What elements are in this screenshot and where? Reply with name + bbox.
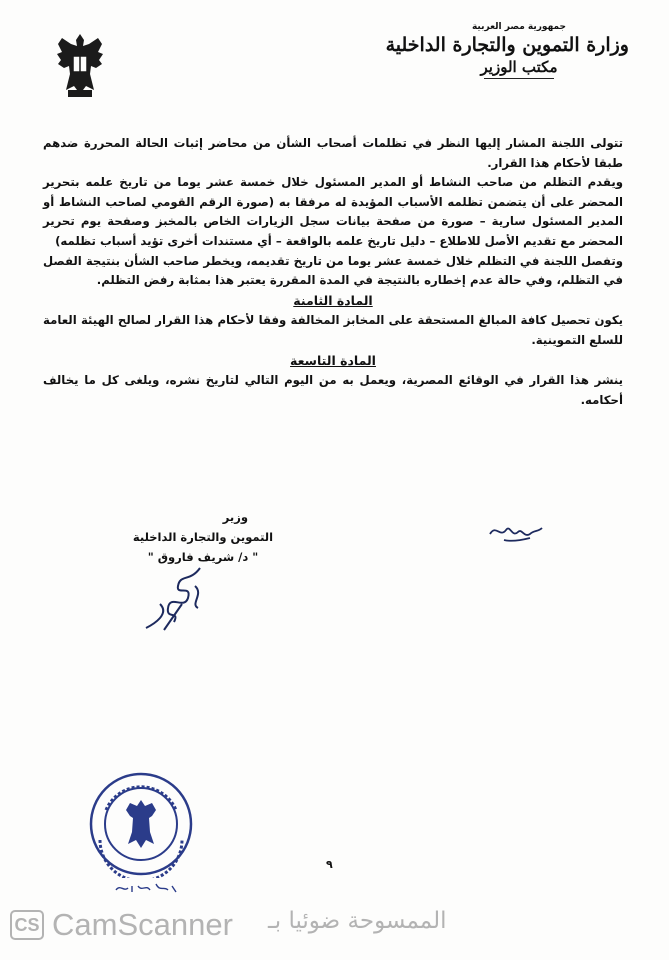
ministry-name: وزارة التموين والتجارة الداخلية [385, 34, 629, 56]
paragraph-complaint-decision: وتفصل اللجنة في التظلم خلال خمسة عشر يوما من تاريخ تقديمه، ويخطر صاحب الشأن بنتيجة الفصل في التظلم، وفي حالة عدم إخطاره بالنتيجة في المدة المقررة يعتبر هذا بمثابة رفض التظلم. [43, 253, 623, 288]
article-8-heading: المادة الثامنة [293, 292, 373, 308]
camscanner-watermark [10, 908, 233, 942]
camscanner-logo-icon: CS [10, 910, 44, 940]
minister-ministry: التموين والتجارة الداخلية [132, 530, 274, 544]
minister-block [118, 507, 288, 567]
minister-signature [140, 564, 220, 634]
eagle-emblem-icon [52, 30, 108, 102]
handwritten-note [112, 880, 182, 896]
minister-title: وزير [222, 510, 248, 524]
paragraph-committee: تتولى اللجنة المشار إليها النظر في تظلمات أصحاب الشأن من محاضر إثبات الحالة المحررة ضدهم طبقا لأحكام هذا القرار. [43, 136, 623, 170]
initials-signature [486, 516, 546, 546]
paragraph-complaint-submission: ويقدم التظلم من صاحب النشاط أو المدير المسئول خلال خمسة عشر يوما من تاريخ علمه بتحرير المحضر على أن يتضمن تظلمه الأسباب المؤيدة له مرفقا به (صورة الرقم القومي لصاحب النشاط أو المدير المسئول سارية – صورة من صفحة بيانات سجل الزيارات الخاص بالمخبز وصفحة يوم تحرير المحضر مع تقديم الأصل للاطلاع – دليل تاريخ علمه بالواقعة – أي مستندات أخرى تؤيد أسباب تظلمه) [43, 175, 623, 248]
decree-body [43, 134, 623, 410]
paragraph-article-9: ينشر هذا القرار في الوقائع المصرية، ويعمل به من اليوم التالي لتاريخ نشره، ويلغى كل ما يخالف أحكامه. [43, 373, 623, 407]
republic-name: جمهورية مصر العربية [471, 22, 567, 32]
paragraph-article-8: يكون تحصيل كافة المبالغ المستحقة على المخابز المخالفة وفقا لأحكام هذا القرار لصالح الهيئة العامة للسلع التموينية. [43, 313, 623, 347]
watermark-arabic-text: الممسوحة ضوئيا بـ [268, 908, 447, 934]
article-9-heading: المادة التاسعة [290, 352, 376, 368]
office-name: مكتب الوزير [480, 58, 558, 76]
minister-name: " د/ شريف فاروق " [147, 550, 259, 564]
watermark-brand: CamScanner [52, 907, 233, 942]
official-stamp [86, 770, 196, 878]
header-divider [484, 78, 554, 79]
letterhead [385, 22, 629, 79]
page-number: ٩ [326, 858, 333, 871]
